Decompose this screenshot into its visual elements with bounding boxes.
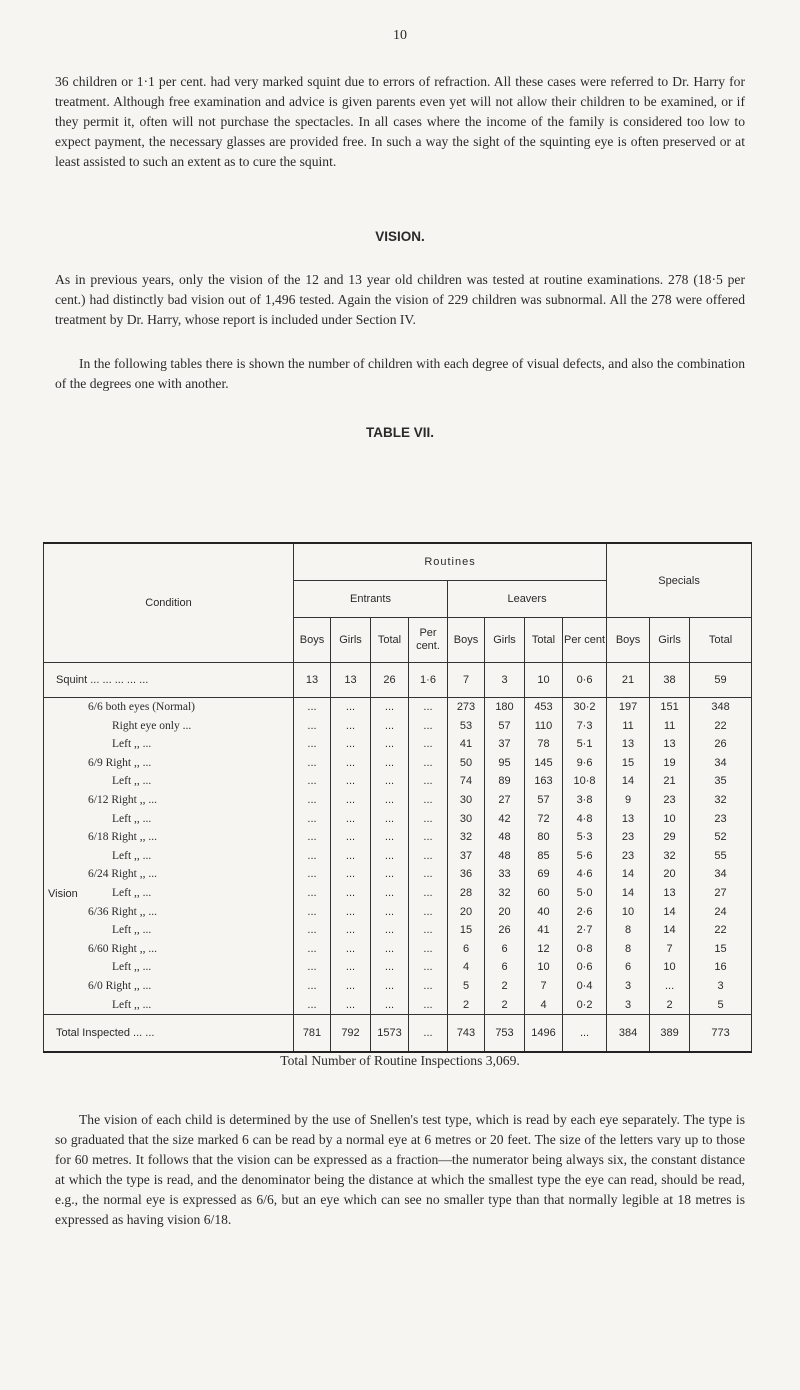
table-cell: 85	[537, 849, 550, 862]
table-cell: 13	[621, 738, 635, 751]
vision-column	[331, 698, 371, 1015]
table-cell: 10	[525, 663, 563, 698]
routines-header: Routines	[294, 543, 607, 581]
table-cell: 7	[666, 942, 673, 955]
table-cell: 30	[459, 793, 473, 806]
table-vii	[43, 542, 751, 1053]
table-cell: ...	[384, 924, 395, 937]
table-cell: ...	[423, 868, 433, 881]
table-cell: 33	[498, 868, 511, 881]
table-cell: 41	[459, 738, 473, 751]
vision-rows	[44, 698, 752, 1015]
entrants-per-cent-header: Per cent.	[409, 618, 448, 663]
vision-column	[371, 698, 409, 1015]
table-cell: 743	[448, 1015, 485, 1053]
table-cell: 42	[498, 812, 511, 825]
table-cell: ...	[307, 738, 317, 751]
vision-paragraph-1: As in previous years, only the vision of the 12 and 13 year old children was tested at routine examinations. 278 (18·5 per cent.) had distinctly bad vision out of 1,496 tested. Again the vision of 229 children was subnormal. All the 278 were offered treatment by Dr. Harry, whose report is included under Section IV.	[55, 272, 745, 327]
table-cell: ...	[307, 942, 317, 955]
snellen-paragraph: The vision of each child is determined by the use of Snellen's test type, which is read by each eye separately. The type is so graduated that the size marked 6 can be read by a normal eye at 6 metres or 20 feet. The size of the letters vary up to those for 60 metres. It follows that the vision can be expressed as a fraction—the numerator being always six, the constant distance at which the type is read, and the denominator being the distance at which the smallest type the eye can read, should be read, e.g., the normal eye is expressed as 6/6, but an eye which can see no smaller type than that normally legible at 18 metres is expressed as having vision 6/18.	[55, 1112, 745, 1227]
table-cell: ...	[307, 961, 317, 974]
table-cell: 13	[663, 738, 676, 751]
table-cell: ...	[384, 998, 395, 1011]
table-cell: ...	[307, 979, 317, 992]
condition-header: Condition	[44, 543, 294, 663]
table-cell: ...	[384, 942, 395, 955]
table-cell: ...	[423, 756, 433, 769]
table-cell: ...	[307, 868, 317, 881]
table-cell: 0·6	[563, 663, 607, 698]
specials-header: Specials	[607, 543, 752, 618]
vision-condition-label: Right eye only ...	[112, 719, 192, 732]
table-cell: ...	[345, 719, 356, 732]
table-cell: 14	[621, 775, 635, 788]
vision-conditions	[44, 698, 294, 1015]
table-cell: ...	[563, 1015, 607, 1053]
table-cell: 52	[714, 831, 727, 844]
table-cell: 57	[498, 719, 511, 732]
table-cell: 23	[714, 812, 727, 825]
leavers-per-cent-header: Per cent	[563, 618, 607, 663]
table-cell: 80	[537, 831, 550, 844]
table-cell: 15	[714, 942, 727, 955]
table-cell: 15	[621, 756, 635, 769]
table-cell: 78	[537, 738, 550, 751]
squint-label: Squint ... ... ... ... ...	[44, 663, 294, 698]
table-cell: ...	[345, 831, 356, 844]
table-cell: 1573	[371, 1015, 409, 1053]
table-cell: 384	[607, 1015, 650, 1053]
table-cell: ...	[423, 961, 433, 974]
table-cell: ...	[345, 868, 356, 881]
table-cell: ...	[384, 793, 395, 806]
table-cell: 4·6	[576, 868, 593, 881]
table-cell: ...	[307, 775, 317, 788]
table-cell: 151	[660, 701, 679, 713]
table-cell: ...	[307, 905, 317, 918]
vision-condition-label: 6/0 Right ,, ...	[88, 979, 152, 992]
vision-column	[525, 698, 563, 1015]
table-cell: 0·6	[576, 961, 593, 974]
table-cell: 59	[690, 663, 752, 698]
vision-condition-label: Left ,, ...	[112, 886, 152, 899]
entrants-girls-header: Girls	[331, 618, 371, 663]
table-cell: 16	[714, 961, 727, 974]
table-cell: ...	[345, 812, 356, 825]
table-cell: 3·8	[576, 793, 593, 806]
table-cell: 26	[498, 924, 511, 937]
table-cell: 13	[331, 663, 371, 698]
table-cell: 7	[540, 979, 547, 992]
vision-column	[409, 698, 448, 1015]
table-cell: 36	[459, 868, 473, 881]
table-cell: ...	[423, 979, 433, 992]
table-cell: 8	[624, 942, 632, 955]
table-cell: 50	[459, 756, 473, 769]
table-cell: 20	[459, 905, 473, 918]
leavers-boys-header: Boys	[448, 618, 485, 663]
table-cell: 32	[663, 849, 676, 862]
table-cell: 14	[663, 905, 676, 918]
table-cell: 7	[448, 663, 485, 698]
table-cell: 89	[498, 775, 511, 788]
table-cell: 2·6	[576, 905, 593, 918]
table-cell: ...	[384, 756, 395, 769]
table-cell: ...	[664, 979, 675, 992]
table-cell: ...	[423, 812, 433, 825]
vision-paragraph-2: In the following tables there is shown the number of children with each degree of visual defects, and also the combination of the degrees one with another.	[55, 356, 745, 391]
table-cell: 53	[459, 719, 473, 732]
vision-column	[294, 698, 331, 1015]
table-cell: 60	[537, 886, 550, 899]
table-cell: 30·2	[573, 701, 596, 713]
table-cell: 8	[624, 924, 632, 937]
total-row	[44, 1015, 752, 1053]
table-cell: 348	[711, 701, 730, 713]
vision-column	[563, 698, 607, 1015]
table-cell: 22	[714, 719, 727, 732]
vision-condition-label: 6/24 Right ,, ...	[88, 868, 158, 881]
table-cell: ...	[409, 1015, 448, 1053]
table-cell: 24	[714, 905, 727, 918]
table-cell: ...	[384, 905, 395, 918]
table-cell: ...	[307, 812, 317, 825]
total-routine-inspections: Total Number of Routine Inspections 3,069.	[280, 1053, 520, 1068]
table-cell: 9·6	[576, 756, 593, 769]
table-cell: 9	[624, 793, 632, 806]
table-cell: 0·8	[576, 942, 593, 955]
table-cell: 0·4	[576, 979, 593, 992]
table-cell: 2	[501, 979, 508, 992]
page-number: 10	[393, 28, 407, 43]
table-cell: 14	[621, 886, 635, 899]
specials-boys-header: Boys	[607, 618, 650, 663]
table-cell: 27	[498, 793, 511, 806]
table-cell: ...	[384, 775, 395, 788]
table-cell: 95	[498, 756, 511, 769]
table-cell: 6	[624, 961, 632, 974]
table-cell: 3	[717, 979, 724, 992]
table-cell: ...	[345, 756, 356, 769]
table-cell: 773	[690, 1015, 752, 1053]
table-cell: ...	[423, 924, 433, 937]
table-cell: 5·3	[576, 831, 593, 844]
table-cell: 30	[459, 812, 473, 825]
vision-column	[448, 698, 485, 1015]
table-cell: 2	[666, 998, 673, 1011]
table-cell: 69	[537, 868, 550, 881]
table-cell: 14	[621, 868, 635, 881]
table-cell: 21	[607, 663, 650, 698]
table-cell: ...	[307, 849, 317, 862]
table-cell: 10	[663, 812, 676, 825]
table-cell: 2	[462, 998, 470, 1011]
table-cell: 6	[501, 942, 508, 955]
table-cell: ...	[423, 831, 433, 844]
table-cell: 389	[650, 1015, 690, 1053]
entrants-total-header: Total	[371, 618, 409, 663]
table-title: TABLE VII.	[365, 425, 434, 440]
table-cell: 13	[294, 663, 331, 698]
entrants-header: Entrants	[294, 581, 448, 618]
vision-condition-label: 6/60 Right ,, ...	[88, 942, 158, 955]
table-cell: 41	[537, 924, 550, 937]
table-cell: 11	[663, 719, 676, 732]
vision-heading: VISION.	[375, 229, 425, 244]
table-cell: 5	[717, 998, 724, 1011]
table-cell: ...	[384, 979, 395, 992]
table-cell: 15	[459, 924, 473, 937]
table-cell: 32	[459, 831, 473, 844]
table-cell: 3	[624, 979, 632, 992]
table-cell: ...	[345, 924, 356, 937]
table-cell: 1·6	[409, 663, 448, 698]
table-cell: 38	[650, 663, 690, 698]
table-cell: 23	[621, 849, 635, 862]
table-cell: 13	[663, 886, 676, 899]
intro-paragraph: 36 children or 1·1 per cent. had very marked squint due to errors of refraction. All these cases were referred to Dr. Harry for treatment. Although free examination and advice is given parents even yet will not allow their children to be examined, or if they permit it, often will not purchase the spectacles. In all cases where the income of the family is considered too low to expect payment, the necessary glasses are provided free. In such a way the sight of the squinting eye is often preserved or at least assisted to such an extent as to cure the squint.	[55, 74, 745, 169]
table-cell: 26	[371, 663, 409, 698]
table-cell: 7·3	[576, 719, 593, 732]
table-cell: ...	[307, 831, 317, 844]
table-cell: 4	[462, 961, 470, 974]
table-cell: ...	[423, 905, 433, 918]
vision-condition-label: Left ,, ...	[112, 738, 152, 751]
table-cell: 180	[495, 701, 514, 713]
table-cell: 3	[485, 663, 525, 698]
table-cell: 21	[663, 775, 676, 788]
total-label: Total Inspected ... ...	[44, 1015, 294, 1053]
vision-column	[485, 698, 525, 1015]
vision-condition-label: 6/9 Right ,, ...	[88, 756, 152, 769]
table-cell: 57	[537, 793, 550, 806]
table-cell: ...	[307, 701, 317, 713]
table-cell: ...	[345, 701, 356, 713]
table-cell: 27	[714, 886, 727, 899]
table-cell: ...	[384, 738, 395, 751]
vision-condition-label: 6/36 Right ,, ...	[88, 905, 158, 918]
vision-condition-list	[88, 698, 293, 1014]
vision-condition-label: 6/12 Right ,, ...	[88, 793, 158, 806]
table-cell: 10·8	[573, 775, 596, 788]
table-cell: ...	[345, 849, 356, 862]
table-cell: ...	[423, 719, 433, 732]
table-cell: 32	[714, 793, 727, 806]
table-cell: ...	[307, 886, 317, 899]
vision-column	[607, 698, 650, 1015]
table-cell: ...	[423, 793, 433, 806]
table-cell: ...	[345, 942, 356, 955]
table-cell: 10	[621, 905, 635, 918]
leavers-total-header: Total	[525, 618, 563, 663]
table-cell: ...	[384, 868, 395, 881]
vision-condition-label: Left ,, ...	[112, 924, 152, 937]
table-cell: ...	[345, 775, 356, 788]
vision-table	[43, 542, 752, 1053]
table-cell: 1496	[525, 1015, 563, 1053]
table-cell: ...	[423, 849, 433, 862]
table-cell: 3	[624, 998, 632, 1011]
table-cell: 4·8	[576, 812, 593, 825]
table-cell: ...	[307, 719, 317, 732]
table-cell: 32	[498, 886, 511, 899]
vision-label: Vision	[48, 888, 78, 900]
table-cell: ...	[423, 738, 433, 751]
table-cell: 110	[534, 719, 553, 732]
table-cell: 40	[537, 905, 550, 918]
table-cell: 11	[622, 719, 634, 732]
table-cell: ...	[384, 849, 395, 862]
table-cell: ...	[307, 924, 317, 937]
table-cell: ...	[384, 961, 395, 974]
table-cell: ...	[345, 905, 356, 918]
table-cell: 48	[498, 831, 511, 844]
table-cell: 22	[714, 924, 727, 937]
table-cell: 35	[714, 775, 727, 788]
table-cell: ...	[307, 756, 317, 769]
table-cell: ...	[307, 793, 317, 806]
vision-condition-label: Left ,, ...	[112, 775, 152, 788]
specials-girls-header: Girls	[650, 618, 690, 663]
table-cell: 26	[714, 738, 727, 751]
table-cell: 48	[498, 849, 511, 862]
table-cell: 145	[534, 756, 553, 769]
leavers-header: Leavers	[448, 581, 607, 618]
table-cell: 453	[534, 701, 553, 713]
table-cell: 792	[331, 1015, 371, 1053]
table-cell: 5·0	[576, 886, 593, 899]
vision-column	[690, 698, 752, 1015]
table-cell: 781	[294, 1015, 331, 1053]
table-cell: ...	[384, 701, 395, 713]
table-cell: 10	[537, 961, 550, 974]
table-cell: 273	[456, 701, 476, 713]
leavers-girls-header: Girls	[485, 618, 525, 663]
table-cell: ...	[423, 942, 433, 955]
table-cell: 163	[534, 775, 553, 788]
table-cell: ...	[384, 831, 395, 844]
vision-condition-label: Left ,, ...	[112, 849, 152, 862]
table-cell: 20	[498, 905, 511, 918]
specials-total-header: Total	[690, 618, 752, 663]
table-cell: 4	[540, 998, 547, 1011]
table-cell: ...	[384, 812, 395, 825]
table-cell: ...	[423, 701, 433, 713]
vision-condition-label: Left ,, ...	[112, 812, 152, 825]
table-cell: 5·6	[576, 849, 593, 862]
entrants-boys-header: Boys	[294, 618, 331, 663]
table-cell: 10	[663, 961, 676, 974]
table-cell: 29	[663, 831, 676, 844]
table-cell: ...	[345, 998, 356, 1011]
vision-condition-label: 6/6 both eyes (Normal)	[88, 701, 195, 713]
squint-row	[44, 663, 752, 698]
table-cell: ...	[307, 998, 317, 1011]
table-cell: ...	[384, 719, 395, 732]
table-cell: 6	[501, 961, 508, 974]
table-cell: ...	[423, 886, 433, 899]
table-cell: 37	[498, 738, 511, 751]
table-cell: 20	[663, 868, 676, 881]
vision-condition-label: 6/18 Right ,, ...	[88, 831, 158, 844]
table-cell: 14	[663, 924, 676, 937]
table-cell: 5·1	[576, 738, 593, 751]
table-cell: 753	[485, 1015, 525, 1053]
table-cell: 72	[537, 812, 550, 825]
table-cell: ...	[423, 998, 433, 1011]
table-cell: ...	[345, 961, 356, 974]
table-cell: 5	[462, 979, 470, 992]
table-cell: 2	[501, 998, 508, 1011]
table-cell: 23	[663, 793, 676, 806]
table-cell: ...	[345, 793, 356, 806]
table-cell: 12	[537, 942, 550, 955]
table-cell: 34	[714, 756, 727, 769]
table-cell: 19	[663, 756, 676, 769]
table-cell: 197	[618, 701, 638, 713]
table-cell: ...	[384, 886, 395, 899]
table-cell: 37	[459, 849, 473, 862]
table-cell: 0·2	[576, 998, 593, 1011]
vision-column	[650, 698, 690, 1015]
table-cell: 2·7	[576, 924, 593, 937]
table-cell: 23	[621, 831, 635, 844]
table-cell: ...	[423, 775, 433, 788]
table-cell: 28	[459, 886, 473, 899]
table-cell: ...	[345, 979, 356, 992]
table-cell: 13	[621, 812, 635, 825]
vision-condition-label: Left ,, ...	[112, 961, 152, 974]
table-cell: ...	[345, 738, 356, 751]
vision-condition-label: Left ,, ...	[112, 998, 152, 1011]
table-cell: 34	[714, 868, 727, 881]
table-cell: 74	[459, 775, 473, 788]
table-cell: 6	[462, 942, 470, 955]
table-cell: ...	[345, 886, 356, 899]
table-cell: 55	[714, 849, 727, 862]
